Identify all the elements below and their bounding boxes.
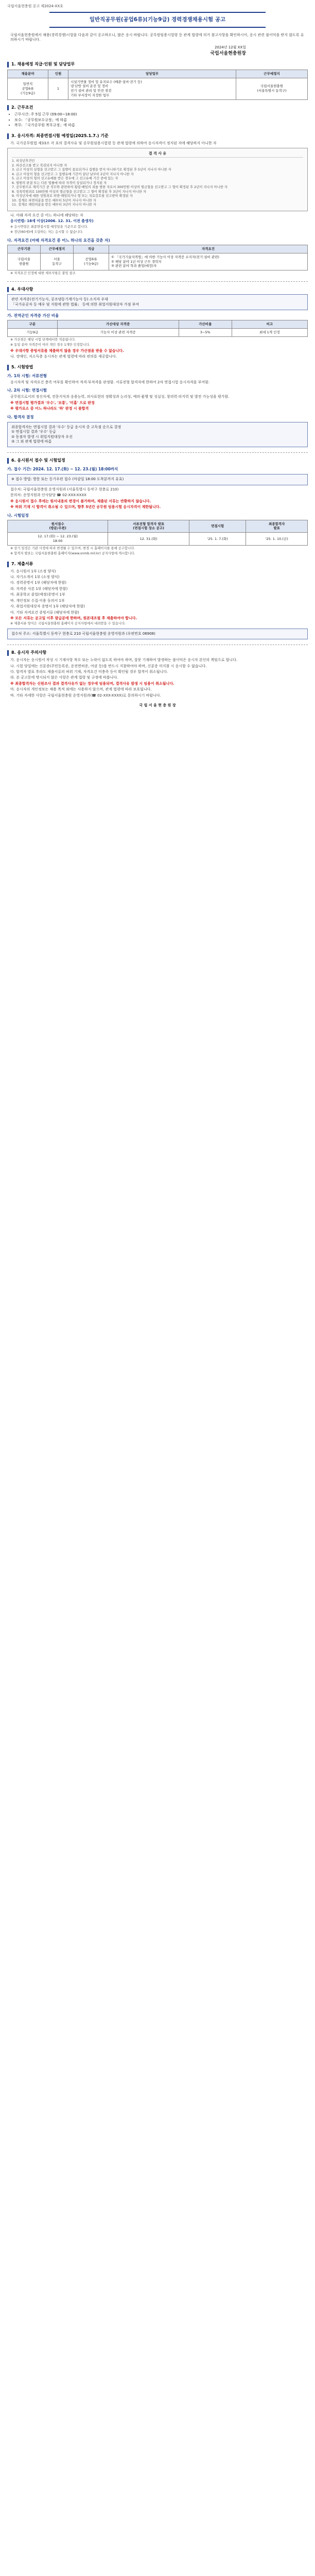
col-grade: 직급 [74, 245, 109, 253]
qualification-paragraph: 나. 아래 자격 요건 중 어느 하나에 해당하는 자 [10, 213, 83, 217]
table-cell: 기능9급 [8, 329, 58, 337]
document-item: 마. 최종학교 졸업(예정)증명서 1부 [10, 592, 65, 597]
rule-item: 7. 공무원으로 재직기간 중 직무와 관련하여 횡령·배임의 죄를 범한 자로서 300만원 이상의 벌금형을 선고받고 그 형이 확정된 후 2년이 지나지 아니한 자 [12, 185, 227, 190]
bonus-note: ※ 동일 분야 자격증이 여러 개인 경우 1개만 인정합니다. [10, 343, 91, 347]
caution-item: 라. 본 공고문에 명시되지 않은 사항은 관계 법령 및 규정에 따릅니다. [10, 675, 118, 680]
location-cell: 국립서울현충원 (서울특별시 동작구) [236, 78, 308, 99]
schedule-note: ※ 상기 일정은 기관 사정에 따라 변경될 수 있으며, 변경 시 홈페이지를 통해 공고합니다. [10, 546, 135, 550]
document-page [0, 0, 315, 713]
section-5-title: 5. 시험방법 [7, 365, 308, 370]
preference-box [7, 294, 308, 310]
rule-item: 11. 징계로 해임처분을 받은 때부터 3년이 지나지 아니한 자 [12, 203, 96, 207]
col-final-result: 최종합격자 발표 [246, 520, 308, 533]
col-document-result: 서류전형 합격자 발표 (면접시험 장소 공고) [108, 520, 189, 533]
duty-item: 기타 부서장이 지정한 업무 [71, 93, 110, 97]
disqualification-title: 결 격 사 유 [12, 151, 303, 158]
schedule-title: 나. 시험일정 [7, 513, 29, 518]
rule-item: 3. 금고 이상의 실형을 선고받고 그 집행이 종료되거나 집행을 받지 아니하기로 확정된 후 5년이 지나지 아니한 자 [12, 168, 171, 172]
disqualification-box [7, 148, 308, 211]
schedule-cell: '25. 1. 10.(금) [246, 533, 308, 546]
schedule-cell: 12. 31.(화) [108, 533, 189, 546]
section-divider [7, 452, 308, 453]
col-duties: 담당업무 [68, 70, 236, 78]
col-interview: 면접시험 [189, 520, 246, 533]
stage-1-title: 가. 1차 시험: 서류전형 [7, 373, 47, 378]
application-warning: ※ 허위 기재 시 합격이 취소될 수 있으며, 향후 5년간 공무원 임용시험 응시자격이 제한됩니다. [10, 505, 161, 510]
caution-item: 마. 응시자의 개인정보는 채용 목적 외에는 사용하지 않으며, 관계 법령에 따라 보호됩니다. [10, 687, 152, 692]
field-cell: 일반직 공업6류 (기능9급) [8, 78, 48, 99]
caution-item: 나. 시험 당일에는 신분증(주민등록증, 운전면허증, 여권 등)을 반드시 지참하여야 하며, 신분증 미지참 시 응시할 수 없습니다. [10, 664, 207, 668]
grade-cell: 공업6류 (기능9급) [74, 253, 109, 270]
caution-item: 다. 합격자 발표 후라도 제출서류의 허위 기재, 자격요건 미충족 등이 확인될 경우 합격이 취소됩니다. [10, 670, 168, 674]
section-4-title: 4. 우대사항 [7, 287, 308, 293]
document-note: ※ 제출서류 양식은 국립서울현충원 홈페이지 공지사항에서 내려받을 수 있습니다. [10, 622, 126, 626]
caution-warning: ※ 최종합격자는 신원조사 결과 결격사유가 없는 경우에 임용되며, 결격사유 발생 시 임용이 취소됩니다. [10, 681, 174, 686]
list-item: • 보수: 「공무원보수규정」에 따름 [14, 118, 308, 123]
requirement-item: ① 「국가기술자격법」에 의한 기능사 이상 자격증 소지자(전기·설비 관련) [111, 255, 219, 259]
intro-text: 국립서울현충원에서 채용(경력경쟁)시험을 다음과 같이 공고하오니, 많은 응시 바랍니다. 공무원임용시험령 등 관계 법령에 의거 참고사항을 확인하시어, 응시 관련 불이익을 받지 않도록 유의하시기 바랍니다. [10, 32, 304, 42]
requirement-item: ③ 관련 분야 학과 졸업(예정)자 [111, 264, 157, 268]
section-2-title: 2. 근무조건 [7, 105, 308, 111]
schedule-cell: '25. 1. 7.(화) [189, 533, 246, 546]
rule-item: 6. 법원의 판결 또는 다른 법률에 따라 자격이 상실되거나 정지된 자 [12, 181, 107, 185]
positions-table [7, 70, 308, 100]
decision-title: 다. 합격자 결정 [7, 414, 34, 419]
rule-item: 8. 성폭력범죄로 100만원 이상의 벌금형을 선고받고 그 형이 확정된 후 3년이 지나지 아니한 자 [12, 190, 146, 194]
stage-2-text: 공무원으로서의 정신자세, 전문지식과 응용능력, 의사표현의 정확성과 논리성, 예의·품행 및 성실성, 창의력·의지력 및 발전 가능성을 평가함. [10, 395, 230, 399]
bonus-warning: ※ 우대사항 증빙서류를 제출하지 않을 경우 가산점을 받을 수 없습니다. [10, 348, 124, 353]
section-7-title: 7. 제출서류 [7, 562, 308, 567]
place-cell: 서울 동작구 [41, 253, 74, 270]
table-cell: 기능사 이상 관련 자격증 [57, 329, 179, 337]
decision-item: ① 면접시험 결과 '우수' 등급 [11, 430, 56, 434]
schedule-cell: 12. 17.(화) ~ 12. 23.(월) 18:00 [8, 533, 108, 546]
age-requirement: 응시연령: 18세 이상(2006. 12. 31. 이전 출생자) [10, 219, 94, 224]
rule-item: 4. 금고 이상의 형을 선고받고 그 집행유예 기간이 끝난 날부터 2년이 지나지 아니한 자 [12, 172, 134, 176]
section-8-title: 8. 응시자 주의사항 [7, 650, 308, 656]
rule-item: 1. 피성년후견인 [12, 159, 35, 163]
bonus-table [7, 320, 308, 337]
col-rate: 가산비율 [179, 320, 232, 329]
document-item: 사. 취업지원대상자 증명서 1부 (해당자에 한함) [10, 604, 85, 609]
stage-1-text: 응시자격 및 자격요건 충족 여부를 확인하여 적격·부적격을 판정함. 서류전형 합격자에 한하여 2차 면접시험 응시자격을 부여함. [10, 380, 210, 384]
decision-item: ② 동점자 발생 시 취업지원대상자 우선 [11, 434, 73, 439]
stage-2-title: 나. 2차 시험: 면접시험 [7, 388, 47, 393]
duty-item: 시설기반물 정비 및 유지보수 (배관·설비·전기 등) [71, 79, 142, 84]
col-count: 인원 [48, 70, 68, 78]
bonus-table-title: 가. 전역군인 자격증 가산 비율 [7, 313, 59, 318]
requirements-footnote: ※ 자격요건 인정에 대한 세부사항은 붙임 참조 [10, 272, 76, 276]
col-location: 근무예정지 [236, 70, 308, 78]
rule-item: 2. 파산선고를 받고 복권되지 아니한 자 [12, 163, 67, 167]
document-item: 나. 자기소개서 1부 (소정 양식) [10, 574, 60, 579]
col-application: 원서접수 (방문/우편) [8, 520, 108, 533]
announcement-date: 2024년 12월 XX일 [214, 45, 246, 50]
duty-item: 냉·난방 설비 운전 및 정비 [71, 84, 109, 89]
col-agency: 근무기관 [8, 245, 41, 253]
stage-2-note: ※ 면접시험 평가결과 '우수', '보통', '미흡' 으로 판정 [10, 400, 95, 405]
document-item: 아. 기타 자격요건 증빙서류 (해당자에 한함) [10, 610, 79, 615]
col-place: 근무예정지 [41, 245, 74, 253]
agency-cell: 국립서울 현충원 [8, 253, 41, 270]
submission-address-box: 접수처 주소: 서울특별시 동작구 현충로 210 국립서울현충원 운영지원과 (우편번호 06908) [7, 629, 308, 639]
application-period-title: 가. 접수 기간: 2024. 12. 17.(화) ~ 12. 23.(월) 18:00까지 [7, 467, 118, 472]
section-6-title: 6. 응시원서 접수 및 시험일정 [7, 458, 308, 464]
schedule-note: ※ 합격자 발표는 국립서울현충원 홈페이지(www.snmb.mil.kr) 공지사항에 게시합니다. [10, 552, 135, 556]
rule-item: 10. 징계로 파면처분을 받은 때부터 5년이 지나지 아니한 자 [12, 198, 96, 202]
decision-box [7, 422, 308, 448]
caution-item: 가. 응시자는 응시원서 작성 시 기재사항 착오 또는 누락이 없도록 하여야 하며, 잘못 기재하여 발생하는 불이익은 응시자 본인의 책임으로 합니다. [10, 658, 238, 663]
decision-item: ③ 그 외 관계 법령에 따름 [11, 439, 52, 444]
duties-cell [68, 78, 236, 99]
application-note: 접수처: 국립서울현충원 운영지원과 (서울특별시 동작구 현충로 210) [10, 487, 119, 492]
application-note: 문의처: 운영지원과 인사담당 ☎ 02-XXX-XXXX [10, 493, 86, 498]
table-cell: 최대 1개 인정 [232, 329, 307, 337]
section-3-title: 3. 응시자격: 최종면접시험 예정일(2025.1.7.) 기준 [7, 133, 308, 139]
document-item: 라. 자격증 사본 1부 (해당자에 한함) [10, 586, 68, 591]
document-item: 가. 응시원서 1부 (소정 양식) [10, 569, 56, 573]
requirement-item: ② 해당 분야 1년 이상 근무 경력자 [111, 259, 162, 264]
stage-2-note: ※ 평가요소 중 어느 하나라도 '하' 판정 시 불합격 [10, 406, 89, 411]
age-note: ※ 응시연령은 최종면접시험 예정일을 기준으로 합니다. [10, 225, 89, 229]
accommodation-note: 나. 장애인, 저소득층 응시자는 관계 법령에 따라 편의를 제공합니다. [10, 354, 117, 359]
list-item: • 복무: 「국가공무원 복무규정」에 따름 [14, 123, 308, 128]
count-cell: 1 [48, 78, 68, 99]
preference-item: 「국가유공자 등 예우 및 지원에 관한 법률」 등에 의한 취업지원대상자 가점 부여 [11, 302, 139, 307]
application-warning: ※ 응시원서 접수 후에는 원서내용의 변경이 불가하며, 제출된 서류는 반환하지 않습니다. [10, 499, 151, 503]
col-category: 구분 [8, 320, 58, 329]
application-method-box: ※ 접수 방법: 방문 또는 등기우편 접수 (마감일 18:00 도착분까지 유효) [7, 474, 308, 485]
col-remark: 비고 [232, 320, 307, 329]
col-certificate: 가산대상 자격증 [57, 320, 179, 329]
work-conditions-list [14, 112, 308, 128]
closing-signature: 국 립 서 울 현 충 원 장 [139, 703, 176, 708]
qualification-paragraph: 가. 국가공무원법 제33조 각 호의 결격사유 및 공무원임용시험령 등 관계 법령에 의하여 응시자격이 정지된 자에 해당하지 아니한 자 [10, 141, 217, 145]
requirements-cell [109, 253, 308, 270]
announcing-organization: 국립서울현충원장 [210, 50, 246, 56]
rule-item: 5. 금고 이상의 형의 선고유예를 받은 경우에 그 선고유예 기간 중에 있는 자 [12, 177, 118, 181]
document-item: 바. 개인정보 수집·이용 동의서 1부 [10, 598, 65, 603]
list-item: • 근무시간: 주 5일 근무 (09:00~18:00) [14, 112, 308, 117]
duty-item: 전기 설비 관리 및 안전 점검 [71, 89, 112, 93]
caution-item: 바. 기타 자세한 사항은 국립서울현충원 운영지원과(☎ 02-XXX-XXXX)로 문의하시기 바랍니다. [10, 693, 161, 698]
section-divider [7, 281, 308, 282]
requirements-table [7, 245, 308, 270]
col-field: 채용분야 [8, 70, 48, 78]
document-title: 일반직공무원(공업6류)(기능9급) 경력경쟁채용시험 공고 [49, 12, 266, 27]
bonus-note: ※ 가산점은 해당 시험 단계에서만 적용됩니다. [10, 337, 76, 342]
preference-item: 관련 자격증(전기기능사, 공조냉동기계기능사 등) 소지자 우대 [11, 297, 108, 302]
document-number: 국립서울현충원 공고 제2024-XX호 [7, 4, 63, 8]
rule-item: 9. 미성년자에 대한 성범죄로 파면·해임되거나 형 또는 치료감호를 선고받아 확정된 자 [12, 194, 133, 198]
section-1-title: 1. 채용예정 직급·인원 및 담당업무 [7, 62, 308, 67]
requirements-title: 다. 자격요건 (아래 자격요건 중 어느 하나의 요건을 갖춘 자) [7, 238, 110, 243]
decision-text: 최종합격자는 면접시험 결과 '우수' 등급 응시자 중 고득점 순으로 결정 [11, 425, 121, 429]
table-cell: 3~5% [179, 329, 232, 337]
schedule-table [7, 520, 308, 546]
age-note: ※ 정년(60세)에 도달하는 자는 응시할 수 없습니다. [10, 230, 83, 234]
col-requirements: 자격요건 [109, 245, 308, 253]
document-warning: ※ 모든 서류는 공고일 이후 발급분에 한하며, 원본대조필 후 제출하여야 합니다. [10, 616, 137, 620]
document-item: 다. 경력증명서 1부 (해당자에 한함) [10, 581, 66, 585]
